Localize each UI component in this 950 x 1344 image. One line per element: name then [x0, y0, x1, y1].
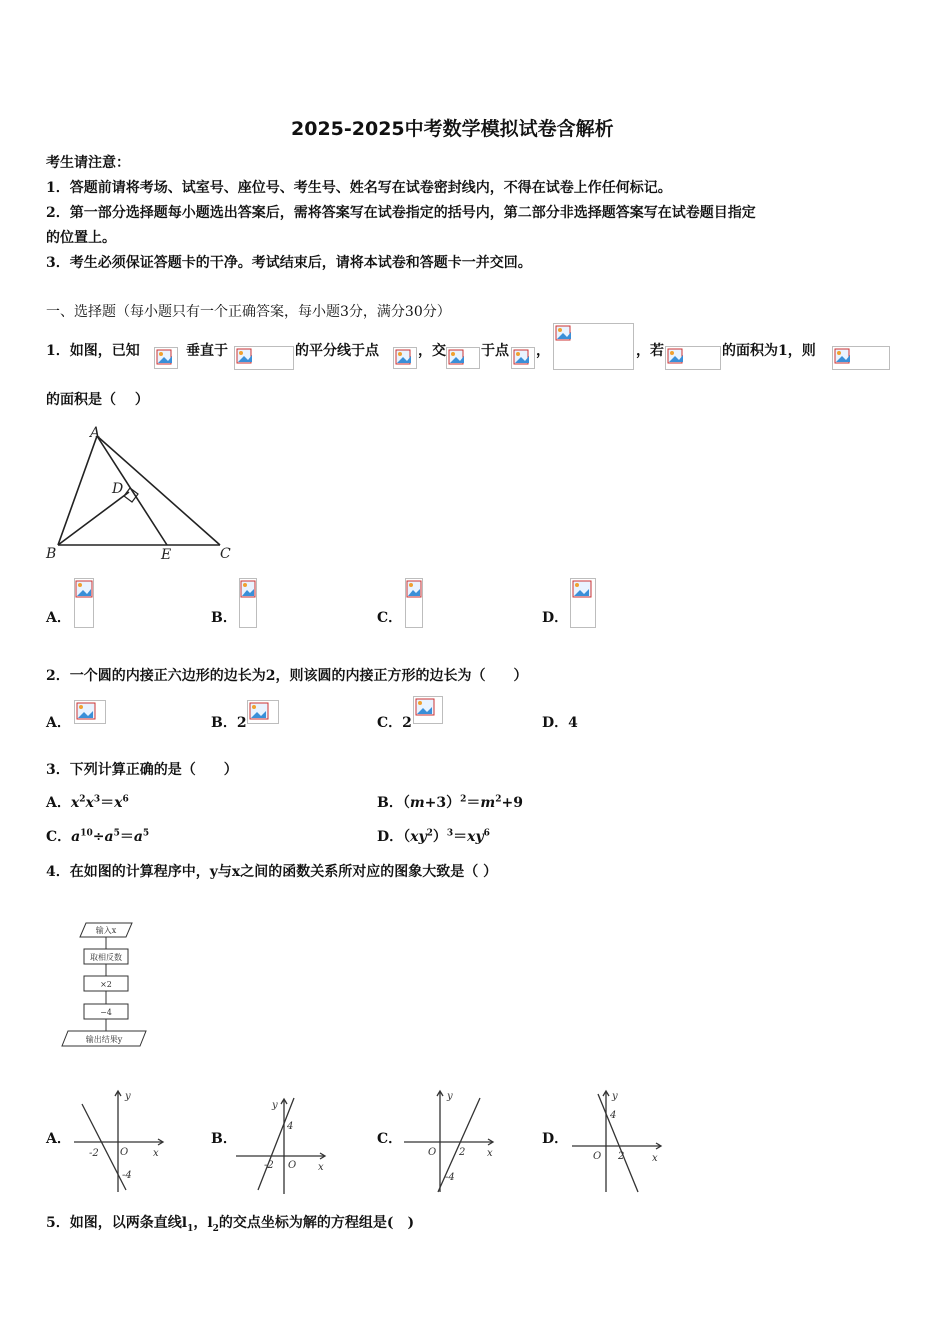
graph-b-y-intercept: 4 [287, 1121, 294, 1132]
q4-graph-a[interactable] [70, 1088, 170, 1196]
q2-option-d[interactable]: D．4 [542, 715, 578, 731]
q4-graph-c[interactable] [400, 1088, 500, 1196]
graph-d-y-intercept: 4 [610, 1110, 617, 1121]
q1-option-a-label: A． [46, 610, 71, 626]
q1-option-d-label: D． [542, 610, 569, 626]
label-b: B [46, 546, 57, 562]
notice-item-2-cont: 的位置上。 [46, 230, 116, 246]
q1-option-c-label: C． [377, 610, 403, 626]
notice-item-2: 2．第一部分选择题每小题选出答案后，需将答案写在试卷指定的括号内，第二部分非选择题答案写在试卷题目指定 [46, 205, 756, 221]
q4-graph-b[interactable] [232, 1092, 332, 1196]
q1-text-6: ， [536, 343, 550, 359]
graph-b-y-label: y [272, 1100, 278, 1111]
q1-text-4: ，交 [418, 343, 446, 359]
broken-image-icon[interactable] [74, 578, 94, 628]
label-c: C [220, 546, 231, 562]
page-title: 2025-2025中考数学模拟试卷含解析 [291, 118, 614, 140]
graph-a-origin: O [120, 1147, 129, 1158]
graph-d-x-label: x [652, 1153, 658, 1164]
graph-a-y-label: y [125, 1091, 131, 1102]
q1-text-5: 于点 [481, 343, 509, 359]
broken-image-icon[interactable] [413, 696, 443, 724]
broken-image-icon[interactable] [74, 700, 106, 724]
graph-a-y-intercept: -4 [122, 1170, 132, 1181]
triangle-figure [44, 420, 244, 565]
q3-option-a-label: A． [46, 795, 71, 811]
q5-stem-prefix: 5．如图，以两条直线l [46, 1215, 188, 1231]
q3-option-b[interactable]: B．$(m+3)^2=m^2+9$ [377, 794, 523, 811]
broken-image-icon[interactable] [239, 578, 257, 628]
graph-a-x-label: x [153, 1148, 159, 1159]
graph-d-y-label: y [612, 1091, 618, 1102]
q5-sub-1: 1 [187, 1223, 194, 1234]
broken-image-icon [553, 323, 634, 370]
broken-image-icon [511, 347, 535, 369]
graph-d-x-intercept: 2 [618, 1151, 625, 1162]
graph-c-x-intercept: 2 [459, 1147, 466, 1158]
flowchart [60, 918, 152, 1052]
label-e: E [161, 547, 172, 563]
broken-image-icon [446, 347, 480, 369]
q4-option-b-label: B． [211, 1131, 237, 1147]
q3-option-c[interactable]: C．$a^{10}\div a^5=a^5$ [46, 828, 150, 845]
flow-negate: 取相反数 [90, 953, 122, 962]
notice-heading: 考生请注意： [46, 155, 130, 171]
broken-image-icon [154, 347, 178, 369]
q2-option-b-label: B．2 [211, 715, 247, 731]
graph-d-origin: O [593, 1151, 602, 1162]
flow-minus-four: −4 [100, 1008, 112, 1017]
q1-option-b-label: B． [211, 610, 237, 626]
section-heading: 一、选择题（每小题只有一个正确答案，每小题3分，满分30分） [46, 304, 451, 320]
broken-image-icon[interactable] [247, 700, 279, 724]
q5-stem-suffix: 的交点坐标为解的方程组是( ) [218, 1215, 415, 1231]
flow-output: 输出结果y [85, 1035, 123, 1044]
q4-stem: 4．在如图的计算程序中，y与x之间的函数关系所对应的图象大致是（ ） [46, 864, 498, 880]
graph-b-x-intercept: -2 [264, 1160, 274, 1171]
q1-text-2: 垂直于 [186, 343, 228, 359]
graph-b-x-label: x [318, 1162, 324, 1173]
flow-input: 输入x [95, 926, 117, 935]
q1-line2: 的面积是（ ） [46, 392, 149, 408]
q4-option-d-label: D． [542, 1131, 569, 1147]
q3-option-b-label: B． [377, 795, 403, 811]
q3-option-d-label: D． [377, 829, 404, 845]
graph-c-x-label: x [487, 1148, 493, 1159]
q1-text-1: 1．如图，已知 [46, 343, 140, 359]
q2-stem: 2．一个圆的内接正六边形的边长为2，则该圆的内接正方形的边长为（ ） [46, 668, 528, 684]
notice-item-1: 1．答题前请将考场、试室号、座位号、考生号、姓名写在试卷密封线内，不得在试卷上作任何标记。 [46, 180, 672, 196]
q3-option-c-label: C． [46, 829, 72, 845]
label-a: A [90, 425, 101, 441]
broken-image-icon[interactable] [405, 578, 423, 628]
q3-option-d[interactable]: D．$(xy^2)^3=xy^6$ [377, 828, 490, 845]
q1-text-7: ，若 [636, 343, 664, 359]
q5-stem-mid: ，l [193, 1215, 213, 1231]
q3-option-a[interactable]: A．$x^2x^3=x^6$ [46, 794, 129, 811]
q4-graph-d[interactable] [568, 1088, 668, 1196]
graph-a-x-intercept: -2 [89, 1148, 99, 1159]
q4-option-a-label: A． [46, 1131, 71, 1147]
broken-image-icon[interactable] [570, 578, 596, 628]
notice-item-3: 3．考生必须保证答题卡的干净。考试结束后，请将本试卷和答题卡一并交回。 [46, 255, 532, 271]
flow-times-two: ×2 [100, 980, 112, 989]
graph-c-origin: O [428, 1147, 437, 1158]
graph-c-y-intercept: -4 [445, 1172, 455, 1183]
q4-option-c-label: C． [377, 1131, 403, 1147]
q5-sub-2: 2 [212, 1223, 219, 1234]
broken-image-icon [832, 346, 890, 370]
question-5-stem [46, 1212, 414, 1234]
broken-image-icon [665, 346, 721, 370]
q2-option-a-label: A． [46, 715, 71, 731]
q1-text-8: 的面积为1，则 [722, 343, 816, 359]
graph-c-y-label: y [447, 1091, 453, 1102]
q1-text-3: 的平分线于点 [295, 343, 379, 359]
graph-b-origin: O [288, 1160, 297, 1171]
label-d: D [112, 481, 124, 497]
broken-image-icon [234, 346, 294, 370]
broken-image-icon [393, 347, 417, 369]
q2-option-c-label: C．2 [377, 715, 412, 731]
q3-stem: 3．下列计算正确的是（ ） [46, 762, 238, 778]
